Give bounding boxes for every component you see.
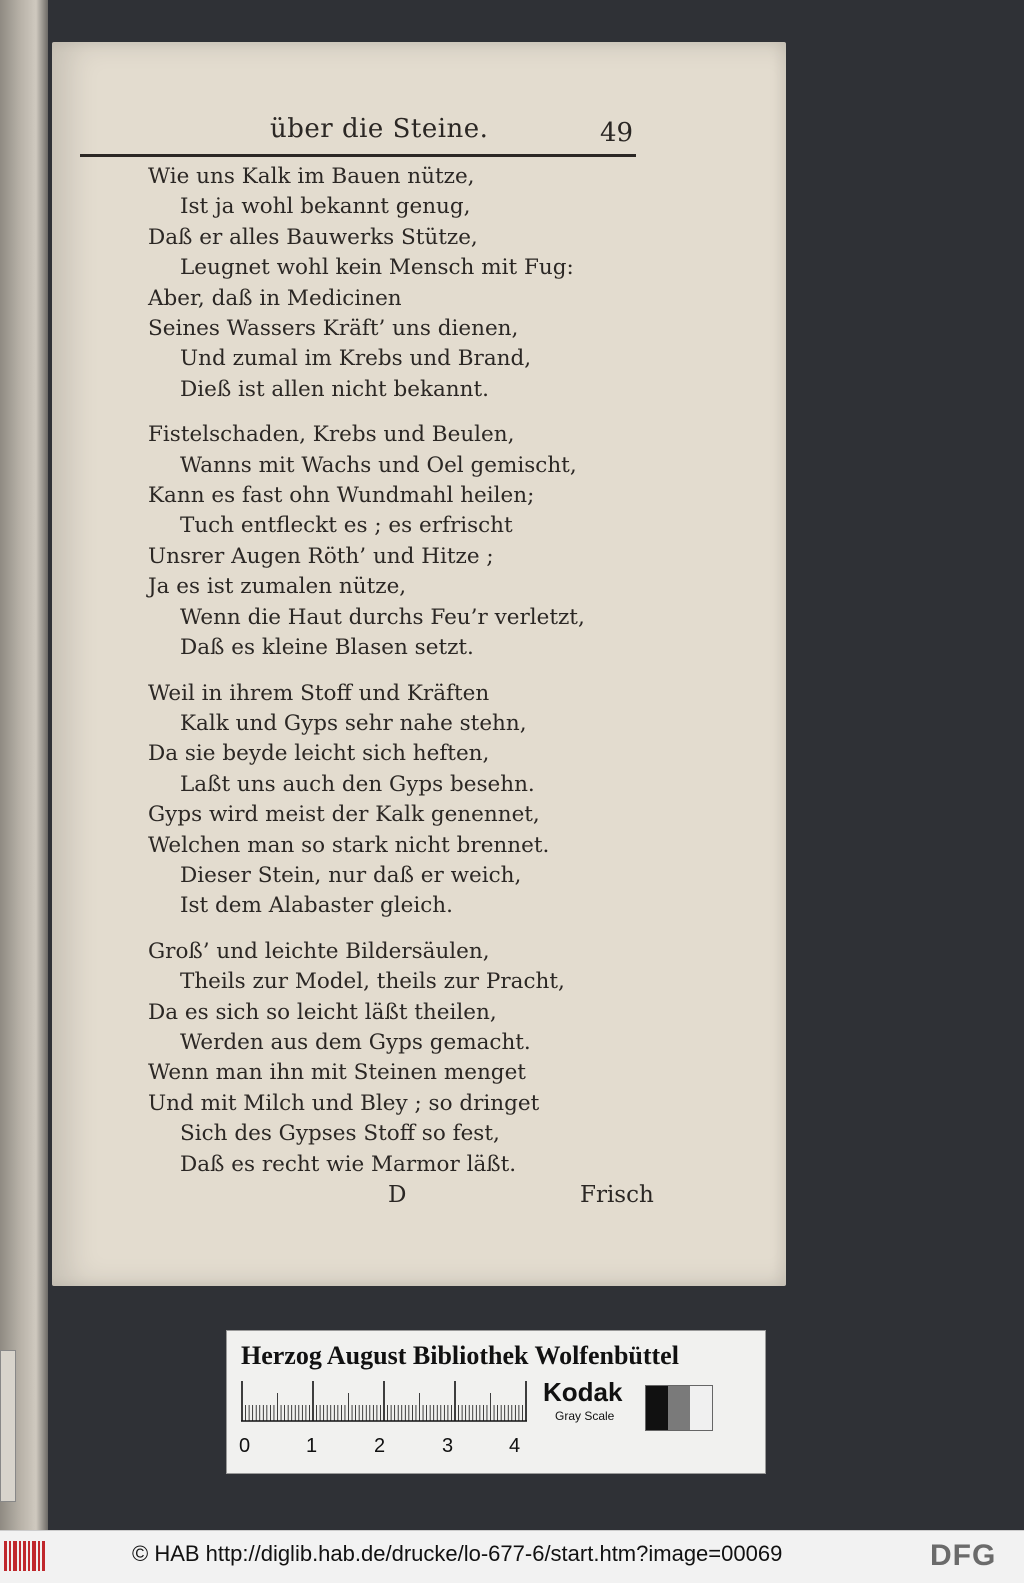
verse-line: Unsrer Augen Röth’ und Hitze ;	[148, 543, 494, 569]
stanza	[148, 679, 668, 922]
verse-line: Und zumal im Krebs und Brand,	[180, 346, 532, 372]
page-number: 49	[600, 118, 634, 148]
footer-bar	[0, 1530, 1024, 1583]
scale-number: 4	[509, 1435, 521, 1457]
verse-line: Sich des Gypses Stoff so fest,	[180, 1121, 500, 1147]
verse-line: Seines Wassers Kräft’ uns dienen,	[148, 316, 519, 342]
gray-scale-label: Gray Scale	[555, 1409, 615, 1423]
verse-line: Wie uns Kalk im Bauen nütze,	[148, 164, 475, 189]
scale-number: 2	[374, 1435, 386, 1457]
ruler-icon	[241, 1381, 527, 1425]
scale-number: 0	[239, 1435, 251, 1457]
verse-line: Groß’ und leichte Bildersäulen,	[148, 938, 490, 964]
verse-line: Ja es ist zumalen nütze,	[148, 574, 407, 600]
signature-mark: D	[388, 1182, 407, 1208]
facing-page-edge	[0, 0, 48, 1530]
running-title: über die Steine.	[270, 114, 489, 144]
verse-line: Und mit Milch und Bley ; so dringet	[148, 1090, 540, 1116]
header-rule	[80, 154, 636, 157]
verse-line: Weil in ihrem Stoff und Kräften	[148, 680, 490, 706]
stanza	[148, 162, 668, 405]
catchline	[52, 1182, 786, 1216]
gray-patch	[646, 1386, 668, 1430]
verse-line: Da sie beyde leicht sich heften,	[148, 741, 490, 767]
verse-line: Laßt uns auch den Gyps besehn.	[180, 771, 535, 797]
catchword: Frisch	[580, 1182, 654, 1208]
poem-body	[148, 162, 668, 1195]
credit-link[interactable]: © HAB http://diglib.hab.de/drucke/lo-677-6/start.htm?image=00069	[132, 1541, 783, 1566]
kodak-logo: Kodak	[543, 1377, 623, 1407]
verse-line: Aber, daß in Medicinen	[148, 285, 402, 311]
gray-patch	[668, 1386, 690, 1430]
book-page	[52, 42, 786, 1286]
verse-line: Kalk und Gyps sehr nahe stehn,	[180, 710, 527, 736]
verse-line: Ist ja wohl bekannt genug,	[180, 194, 471, 220]
scale-number: 3	[442, 1435, 454, 1457]
verse-line: Da es sich so leicht läßt theilen,	[148, 999, 497, 1025]
color-target-card	[226, 1330, 766, 1474]
scale-number: 1	[306, 1435, 318, 1457]
gray-scale-patches	[645, 1385, 713, 1431]
stanza	[148, 420, 668, 663]
verse-line: Theils zur Model, theils zur Pracht,	[180, 969, 565, 995]
verse-line: Tuch entfleckt es ; es erfrischt	[180, 513, 513, 539]
verse-line: Leugnet wohl kein Mensch mit Fug:	[180, 255, 574, 281]
barcode-icon	[4, 1541, 46, 1571]
verse-line: Daß es recht wie Marmor läßt.	[180, 1151, 517, 1177]
library-name: Herzog August Bibliothek Wolfenbüttel	[241, 1341, 679, 1370]
running-head	[52, 112, 786, 152]
verse-line: Werden aus dem Gyps gemacht.	[180, 1029, 531, 1055]
verse-line: Daß er alles Bauwerks Stütze,	[148, 224, 478, 250]
verse-line: Wenn die Haut durchs Feu’r verletzt,	[180, 604, 585, 630]
verse-line: Wanns mit Wachs und Oel gemischt,	[180, 452, 577, 478]
verse-line: Dieser Stein, nur daß er weich,	[180, 862, 522, 888]
verse-line: Kann es fast ohn Wundmahl heilen;	[148, 483, 535, 509]
verse-line: Welchen man so stark nicht brennet.	[148, 832, 550, 858]
verse-line: Ist dem Alabaster gleich.	[180, 893, 453, 919]
verse-line: Fistelschaden, Krebs und Beulen,	[148, 422, 515, 448]
binding-mark	[0, 1350, 16, 1502]
verse-line: Daß es kleine Blasen setzt.	[180, 635, 474, 661]
verse-line: Dieß ist allen nicht bekannt.	[180, 376, 489, 402]
verse-line: Wenn man ihn mit Steinen menget	[148, 1060, 526, 1086]
verse-line: Gyps wird meist der Kalk genennet,	[148, 802, 540, 828]
stanza	[148, 937, 668, 1180]
gray-patch	[690, 1386, 712, 1430]
dfg-logo: DFG	[930, 1539, 997, 1572]
